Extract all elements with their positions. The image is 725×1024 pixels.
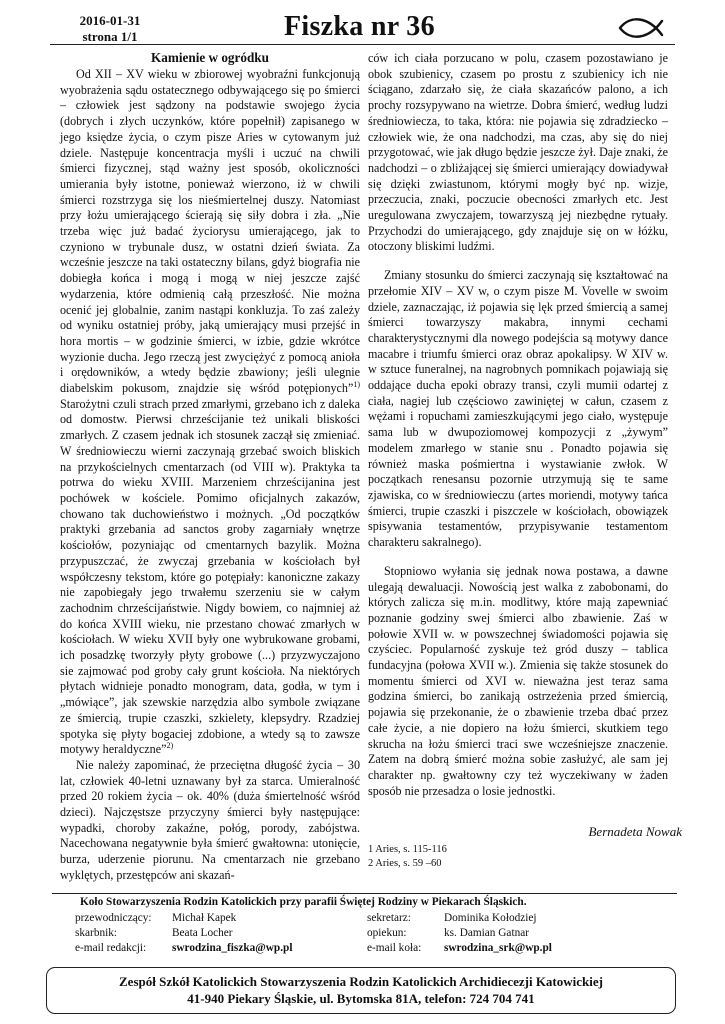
article-title: Kamienie w ogródku — [151, 50, 269, 65]
article-paragraph: Zmiany stosunku do śmierci zaczynają się kształtować na przełomie XIV – XV w, o czym pisze M. Vovelle w swoim dziele, zaznaczając, iż pojawia się lęk przed śmiercią a samej śmierci towarzyszy makabra, innymi cechami charakterystycznymi dla nowego podejścia są motywy dance macabre i triumfu śmierci oraz obraz apokalipsy. W XIV w. w sztuce funeralnej, na nagrobnych pomnikach pojawiają się oddające ducha epoki obrazy transi, czyli mumii odartej z ciała, nagiej lub częściowo zawiniętej w całun, czasem z wężami i ropuchami zamieszkującymi jego ciało, występuje sama lub w dwupoziomowej kompozycji z „żywym” modelem zmarłego w stanie snu . Ponadto pojawia się również maska pośmiertna i wystawianie zwłok. W początkach renesansu pozornie utrzymują się te same zjawiska, co w średniowieczu (artes moriendi, motywy tańca śmierci, trupie czaszki i piszczele w kościołach, obowiązek spisywania testamentów, przypisywanie testamentom charakteru sakralnego). — [368, 268, 668, 550]
right-column — [368, 51, 668, 799]
article-paragraph: ców ich ciała porzucano w polu, czasem pozostawiano je obok szubienicy, czasem po prostu z szubienicy ich nie ściągano, zdarzało się, że ciała skazańców palono, a ich prochy rozsypywano na wietrze. Dobra śmierć, według ludzi średniowiecza, to taka, która: nie pojawia się zdradziecko – człowiek wie, że ona nadchodzi, ma czas, aby się do niej przygotować, wie jak długo będzie jeszcze żył. Daje znaki, że nadchodzi – o zbliżającej się śmierci umierający dowiadywał się dzięki zwiastunom, którymi mogły być np. wizje, przeczucia, znaki, poczucie obecności zmarłych etc. Jest uregulowana zwyczajem, towarzyszą jej niezbędne rytuały. Przychodzi do umierającego, gdy znajduje się on w łóżku, otoczony bliskimi ludźmi. — [368, 51, 668, 254]
org-row: skarbnik: Beata Locher — [75, 927, 233, 939]
organization-title: Koło Stowarzyszenia Rodzin Katolickich przy parafii Świętej Rodziny w Piekarach Śląskich. — [80, 896, 527, 908]
footnote-ref-2: 2) — [166, 741, 174, 751]
left-column — [60, 50, 360, 884]
organization-divider — [52, 893, 677, 894]
article-paragraph: Nie należy zapominać, że przeciętna długość życia – 30 lat, człowiek 40-letni uznawany był za starca. Umieralność przed 20 rokiem życia – ok. 40% (duża śmiertelność wśród dzieci). Najczęstsze przyczyny śmierci były następujące: wypadki, choroby zakaźne, połóg, porody, zabójstwa. Nacechowana negatywnie była śmierć gwałtowna: utonięcie, burza, uderzenie piorunu. Na cmentarzach nie grzebano wyklętych, przestępców ani skazań- — [60, 757, 360, 882]
footnote-ref-1: 1) — [353, 380, 360, 390]
org-row: sekretarz: Dominika Kołodziej — [367, 912, 537, 924]
page-number: strona 1/1 — [82, 29, 138, 44]
school-name: Zespół Szkół Katolickich Stowarzyszenia Rodzin Katolickich Archidiecezji Katowickiej — [119, 974, 603, 989]
school-address: 41-940 Piekary Śląskie, ul. Bytomska 81A, telefon: 724 704 741 — [187, 991, 535, 1006]
article-author: Bernadeta Nowak — [588, 824, 682, 839]
article-paragraph: Od XII – XV wieku w zbiorowej wyobraźni funkcjonują wyobrażenia sądu ostatecznego odbywającego się po śmierci – człowiek jest sądzony na podstawie swojego życia (dobrych i złych uczynków, które popełnił) zapisanego w jego księdze życia, o czym pisze Aries w cytowanym już dziele. Następuje koncentracja myśli i uczuć na chwili śmierci fizycznej, stąd ważny jest sposób, okoliczności umierania były istotne, ponieważ wierzono, iż w chwili śmierci rozstrzyga się los nieśmiertelnej duszy. Natomiast przy łożu umierającego ścierają się siły dobra i zła. „Nie trzeba więc już badać życiorysu umierającego, jak to czyniono w trybunale dusz, w ostatni dzień świata. Za wcześnie jeszcze na taki ostateczny bilans, gdyż biografia nie dobiegła końca i mogą i mogą w niej jeszcze zajść wydarzenia, które odmienią całą przeszłość. Nie można ocenić jej globalnie, zanim nastąpi konkluzja. To zaś zależy od wyniku ostatniej próby, jaką umierający musi przejść in hora mortis – w godzinie śmierci, w izbie, gdzie wkrótce wyzionie ducha. Jego rzeczą jest zwyciężyć z pomocą anioła i orędowników, a wtedy będzie zbawiony; jeśli ulegnie diabelskim pokusom, znajdzie się wśród potępionych”$^{1)}$ Starożytni czuli strach przed zmarłymi, grzebano ich z daleka od domostw. Pierwsi chrześcijanie też unikali bliskości zmarłych. Z czasem jednak ich stosunek zaczął się zmieniać. W średniowieczu wierni zaczynają grzebać swoich bliskich na przykościelnych cmentarzach (od VIII w). Praktyka ta potrwa do wieku XVIII. Marzeniem chrześcijanina jest pochówek w kościele. Pomimo oficjalnych zakazów, chowano tak duchowieństwo i możnych. „Od początków praktyki grzebania ad sanctos groby zagarniały wnętrze kościołów, pozyniając od cmentarnych bazylik. Można przypuszczać, że zwyczaj grzebania w kościołach był współczesny tekstom, które go potępiały: kanoniczne zakazy nie zapobiegały jego trwałemu szerzeniu sie w całym zachodnim chrześcijaństwie. Nigdy bowiem, co najmniej aż do końca XVIII wieku, nie przestano chować zmarłych w kościołach. W wieku XVII były one wybrukowane grobami, ich posadzkę tworzyły płyty grobowe (...) przyzwyczajono sie zajmować pod groby cały grunt kościoła. Na niektórych płytach widnieje ponadto monogram, data, godła, w tym i „mówiące”, jak szewskie narzędzia albo symbole związane ze śmiercią, trupie czaszki, szkielety, klepsydry. Rzadziej spotyka się płyty bogaciej zdobione, a wtedy są to zawsze motywy heraldyczne”$^{2)}$ — [60, 67, 360, 757]
page-title: Fiszka nr 36 — [284, 11, 435, 42]
footnote: 1 Aries, s. 115-116 — [368, 844, 447, 855]
header-meta — [70, 13, 150, 45]
article-paragraph: Stopniowo wyłania się jednak nowa postawa, a dawne ulegają dewaluacji. Nowością jest walka z zabobonami, do których zalicza się m.in. modlitwy, które mają zapewniać poznanie godziny swej śmierci albo zbawienie. Zaś w połowie XVII w. w powszechnej świadomości pojawia się czyściec. Popularność zyskuje też gród duszy – tablica fundacyjna (połowa XVII w.). Zmienia się także stosunek do momentu śmierci od XVI w. nieważna jest teraz sama godzina śmierci, bo zanikają ostrzeżenia przed śmiercią, pojawia się przekonanie, że o zbawienie trzeba dbać przez całe życie, a nie dopiero na łożu śmierci, skutkiem tego skrucha na łożu śmierci traci swe wcześniejsze znaczenie. Zatem na dobrą śmierć można sobie zasłużyć, ale sam jej charakter np. gwałtowny czy też wyczekiwany w żaden sposób nie przesadza o losie jednostki. — [368, 563, 668, 798]
issue-date: 2016-01-31 — [79, 13, 141, 28]
ichthys-fish-icon — [618, 16, 664, 40]
school-address-box — [46, 967, 676, 1014]
org-row: e-mail koła: swrodzina_srk@wp.pl — [367, 942, 552, 954]
org-row: e-mail redakcji: swrodzina_fiszka@wp.pl — [75, 942, 293, 954]
header-divider — [50, 44, 675, 45]
footnote: 2 Aries, s. 59 –60 — [368, 858, 442, 869]
org-row: przewodniczący: Michał Kapek — [75, 912, 237, 924]
page-header — [0, 0, 725, 50]
club-email-link[interactable]: swrodzina_srk@wp.pl — [444, 942, 552, 954]
editorial-email-link[interactable]: swrodzina_fiszka@wp.pl — [172, 942, 293, 954]
org-row: opiekun: ks. Damian Gatnar — [367, 927, 530, 939]
